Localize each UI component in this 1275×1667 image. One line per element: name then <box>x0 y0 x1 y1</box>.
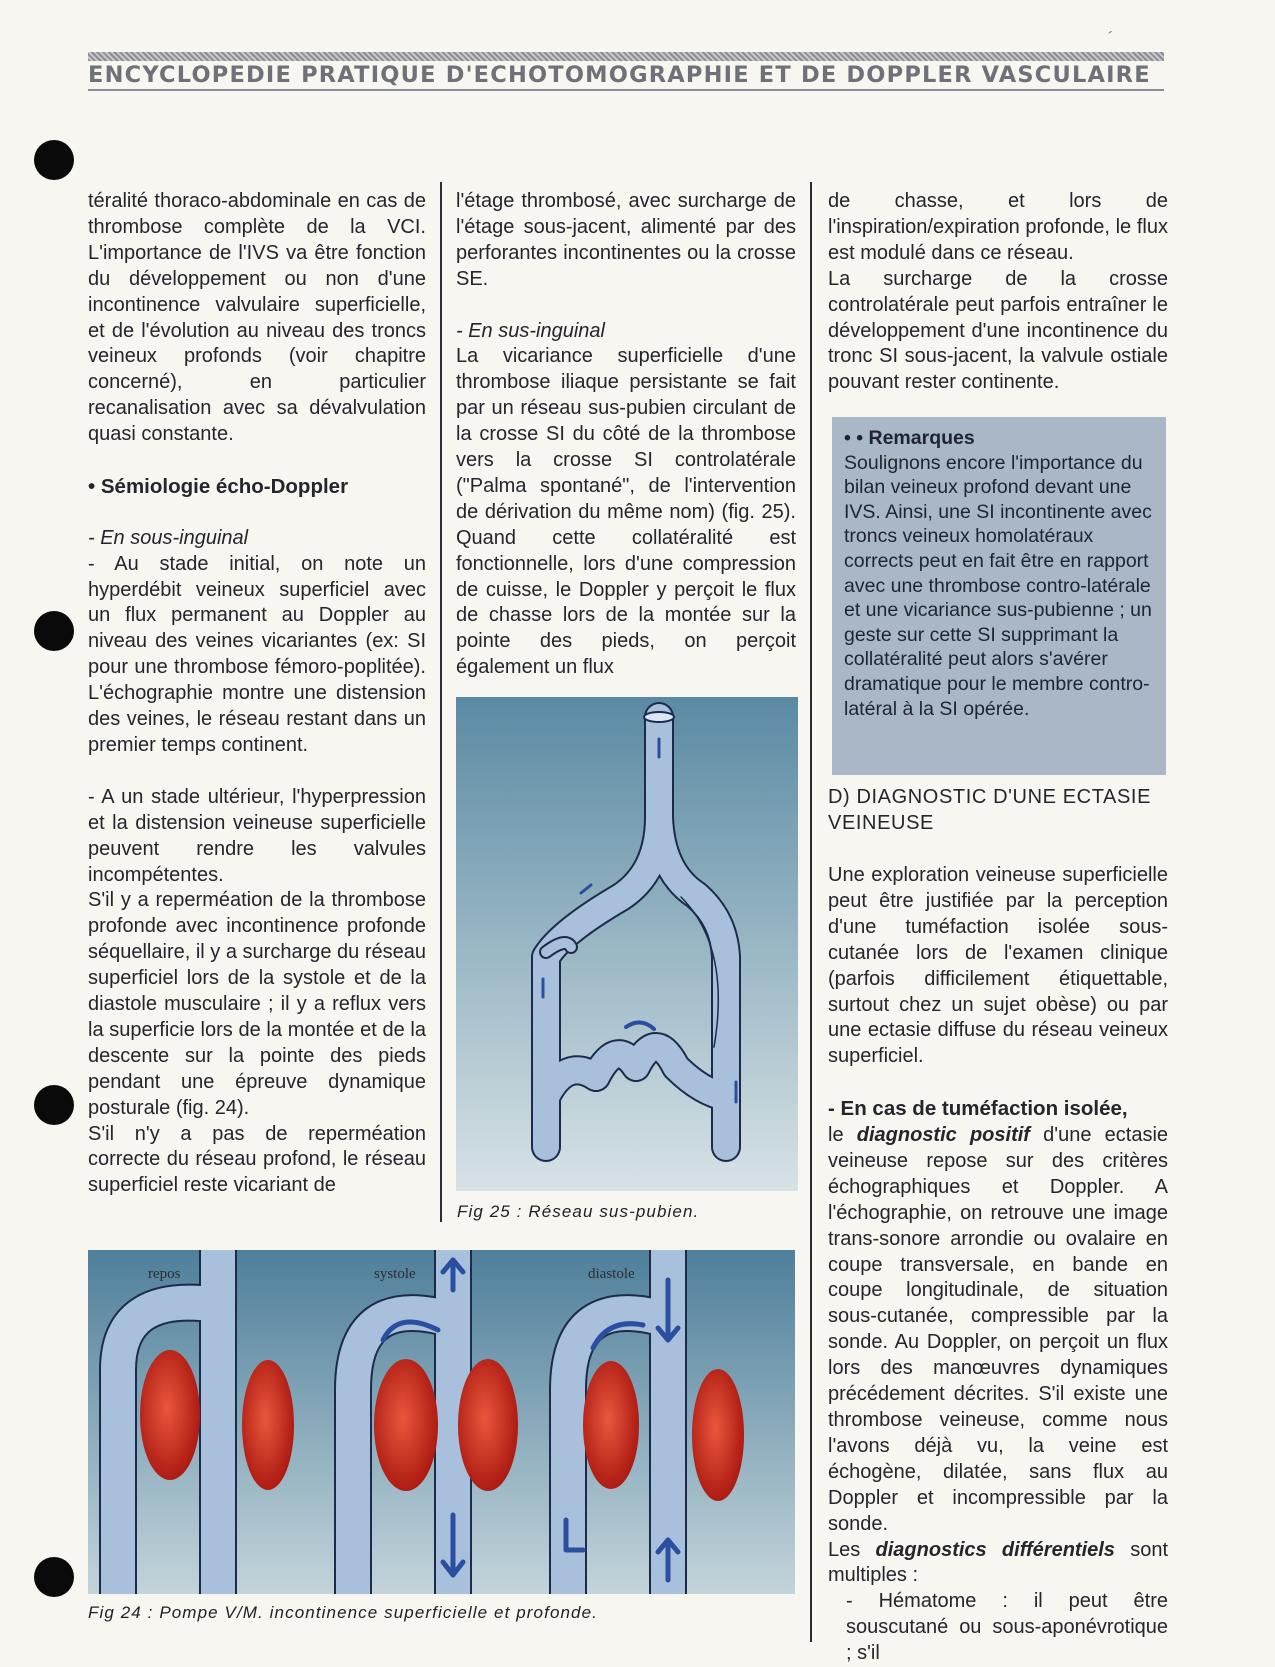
paragraph: - Au stade initial, on note un hyperdébit veineux superficiel avec un flux permanent au Doppler au niveau des veines vicariantes (ex: SI pour une thrombose fémoro-poplitée). L'échographie montre une distension des veines, le réseau restant dans un premier temps continent. <box>88 552 426 756</box>
text-column-3-section <box>828 785 1168 837</box>
text-run: le <box>828 1124 857 1147</box>
label-diastole: diastole <box>588 1266 635 1282</box>
paragraph: S'il y a reperméation de la thrombose profonde avec incontinence profonde séquellaire, il y a surcharge du réseau superficiel lors de la systole et de la diastole musculaire ; il y a reflux vers la superficie lors de la montée et de la descente sur la pointe des pieds pendant une épreuve dynamique posturale (fig. 24). <box>88 889 426 1119</box>
column-rule-1 <box>440 182 442 1222</box>
paragraph: S'il n'y a pas de reperméation correcte du réseau profond, le réseau superficiel reste vicariant de <box>88 1122 426 1197</box>
paragraph: - Hématome : il peut être souscutané ou sous-aponévrotique ; s'il <box>846 1590 1168 1665</box>
remarks-box <box>832 417 1166 775</box>
text-run: sont multiples : <box>828 1538 1169 1587</box>
binder-hole-1 <box>34 140 74 180</box>
emphasis: diagnostic positif <box>856 1124 1030 1147</box>
text-column-1 <box>88 189 426 1199</box>
text-column-3-top <box>828 189 1168 396</box>
text-run: d'une ectasie veineuse repose sur des critères échographiques et Doppler. A l'échographie, on retrouve une image trans-sonore arrondie ou ovalaire en coupe transversale, en bande en coupe longitudinale, de situation sous-cutanée, compressible par la sonde. Au Doppler, on perçoit un flux lors des manœuvres dynamiques précédement décrites. S'il existe une thrombose veineuse, comme nous l'avons déjà vu, la veine est échogène, dilatée, sans flux au Doppler et incompressible par la sonde. <box>828 1124 1169 1535</box>
text-run: Les <box>828 1538 876 1561</box>
paragraph <box>828 1096 1168 1537</box>
header-hatch-bar <box>88 52 1164 61</box>
binder-hole-3 <box>34 1085 74 1125</box>
paragraph: l'étage thrombosé, avec surcharge de l'étage sous-jacent, alimenté par des perforantes incontinentes ou la crosse SE. <box>456 190 796 290</box>
paragraph <box>828 1538 1168 1590</box>
figure-25-illustration <box>456 697 798 1191</box>
figure-24-caption: Fig 24 : Pompe V/M. incontinence superficielle et profonde. <box>88 1603 598 1622</box>
paragraph: - A un stade ultérieur, l'hyperpression et la distension veineuse superficielle peuvent rendre les valvules incompétentes. <box>88 785 426 886</box>
subheading: - En sous-inguinal <box>88 526 249 549</box>
paragraph: téralité thoraco-abdominale en cas de thrombose complète de la VCI. L'importance de l'IVS va être fonction du développement ou non d'une incontinence valvulaire superficielle, et de l'évolution au niveau des troncs veineux profonds (voir chapitre concerné), en particulier recanalisation avec sa dévalvulation quasi constante. <box>88 190 426 446</box>
corner-mark: ´ <box>1108 30 1114 47</box>
bold-lead: - En cas de tuméfaction isolée, <box>828 1097 1128 1121</box>
binder-hole-4 <box>34 1557 74 1597</box>
label-repos: repos <box>148 1266 181 1282</box>
remarks-body: Soulignons encore l'importance du bilan veineux profond devant une IVS. Ainsi, une SI incontinente avec troncs veineux homolatéraux corrects peut en fait être en rapport avec une thrombose contro-latérale et une vicariance sus-pubienne ; un geste sur cette SI supprimant la collatéralité peut alors s'avérer dramatique pour le membre contro-latéral à la SI opérée. <box>844 451 1152 720</box>
text-column-3-bottom <box>828 863 1168 1667</box>
emphasis: diagnostics différentiels <box>875 1538 1115 1561</box>
binder-hole-2 <box>34 611 74 651</box>
paragraph: Une exploration veineuse superficielle peut être justifiée par la perception d'une tuméfaction isolée sous-cutanée lors de l'examen clinique (parfois difficilement étiquettable, surtout chez un sujet obèse) ou par une ectasie diffuse du réseau veineux superficiel. <box>828 864 1168 1068</box>
column-rule-2 <box>810 182 812 1642</box>
label-systole: systole <box>374 1266 416 1282</box>
figure-24-illustration <box>88 1250 795 1594</box>
subheading: - En sus-inguinal <box>456 319 605 342</box>
running-header-title: ENCYCLOPEDIE PRATIQUE D'ECHOTOMOGRAPHIE ET DE DOPPLER VASCULAIRE <box>88 62 1151 88</box>
header-rule <box>88 89 1164 91</box>
paragraph: La surcharge de la crosse controlatérale peut parfois entraîner le développement d'une incontinence du tronc SI sous-jacent, la valvule ostiale pouvant rester continente. <box>828 267 1168 394</box>
remarks-title: • • Remarques <box>844 427 975 449</box>
section-heading: D) DIAGNOSTIC D'UNE ECTASIE VEINEUSE <box>828 786 1152 834</box>
section-heading: • Sémiologie écho-Doppler <box>88 474 349 498</box>
text-column-2 <box>456 189 796 681</box>
paragraph: La vicariance superficielle d'une thrombose iliaque persistante se fait par un réseau sus-pubien circulant de la crosse SI du côté de la thrombose vers la crosse SI controlatérale ("Palma spontané", de l'intervention de dérivation du même nom) (fig. 25). Quand cette collatéralité est fonctionnelle, lors d'une compression de cuisse, le Doppler y perçoit le flux de chasse lors de la montée sur la pointe des pieds, on perçoit également un flux <box>456 345 796 679</box>
paragraph: de chasse, et lors de l'inspiration/expiration profonde, le flux est modulé dans ce réseau. <box>828 190 1168 264</box>
figure-25-caption: Fig 25 : Réseau sus-pubien. <box>457 1202 700 1221</box>
